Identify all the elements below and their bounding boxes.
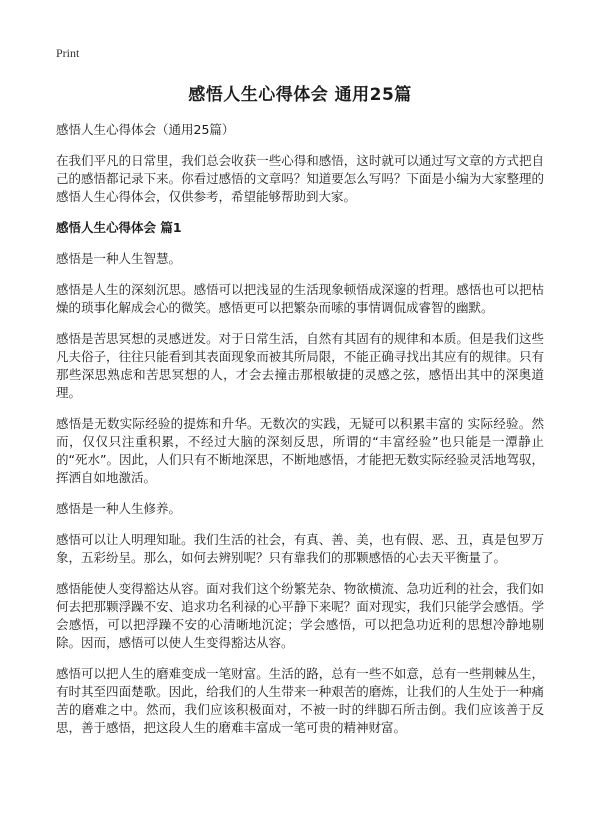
page-title: 感悟人生心得体会 通用25篇 bbox=[188, 85, 412, 105]
paragraph: 感悟能使人变得豁达从容。面对我们这个纷繁芜杂、物欲横流、急功近利的社会，我们如何去把那颗浮躁不安、追求功名利禄的心平静下来呢？面对现实，我们只能学会感悟。学会感悟，可以把浮躁不安的心清晰地沉淀；学会感悟，可以把急功近利的思想冷静地剔除。因而，感悟可以使人生变得豁达从容。 bbox=[56, 581, 544, 650]
paragraph: 感悟可以让人明理知耻。我们生活的社会，有真、善、美，也有假、恶、丑，真是包罗万象，五彩纷呈。那么，如何去辨别呢？只有靠我们的那颗感悟的心去天平衡量了。 bbox=[56, 532, 544, 565]
paragraph: 感悟可以把人生的磨难变成一笔财富。生活的路，总有一些不如意，总有一些荆棘丛生，有时其至四面楚歌。因此，给我们的人生带来一种艰苦的磨炼，让我们的人生处于一种痛苦的磨难之中。然而，我们应该积极面对，不被一时的绊脚石所击倒。我们应该善于反思，善于感悟，把这段人生的磨难丰富成一笔可贵的精神财富。 bbox=[56, 666, 544, 735]
paragraph: 感悟是一种人生智慧。 bbox=[56, 251, 182, 266]
intro-paragraph: 在我们平凡的日常里，我们总会收获一些心得和感悟，这时就可以通过写文章的方式把自己的感悟都记录下来。你看过感悟的文章吗？知道要怎么写吗？下面是小编为大家整理的感悟人生心得体会，仅供参考，希望能够帮助到大家。 bbox=[56, 153, 544, 204]
document-body bbox=[56, 121, 544, 750]
paragraph: 感悟是人生的深刻沉思。感悟可以把浅显的生活现象顿悟成深邃的哲理。感悟也可以把枯燥的琐事化解成会心的微笑。感悟更可以把繁杂而嗦的事情调侃成睿智的幽默。 bbox=[56, 282, 544, 315]
section-heading: 感悟人生心得体会 篇1 bbox=[56, 220, 182, 235]
paragraph: 感悟是一种人生修养。 bbox=[56, 501, 182, 516]
print-label: Print bbox=[56, 46, 80, 60]
document-subtitle: 感悟人生心得体会（通用25篇） bbox=[56, 122, 235, 137]
paragraph: 感悟是苦思冥想的灵感迸发。对于日常生活，自然有其固有的规律和本质。但是我们这些凡夫俗子，往往只能看到其表面现象而被其所局限，不能正确寻找出其应有的规律。只有那些深思熟虑和苦思冥想的人，才会去撞击那根敏捷的灵感之弦，感悟出其中的深奥道理。 bbox=[56, 331, 544, 400]
paragraph: 感悟是无数实际经验的提炼和升华。无数次的实践，无疑可以积累丰富的 实际经验。然而，仅仅只注重积累，不经过大脑的深刻反思，所谓的“丰富经验”也只能是一潭静止的“死水”。因此，人们只有不断地深思，不断地感悟，才能把无数实际经验灵活地驾驭，挥洒自如地激活。 bbox=[56, 416, 544, 485]
